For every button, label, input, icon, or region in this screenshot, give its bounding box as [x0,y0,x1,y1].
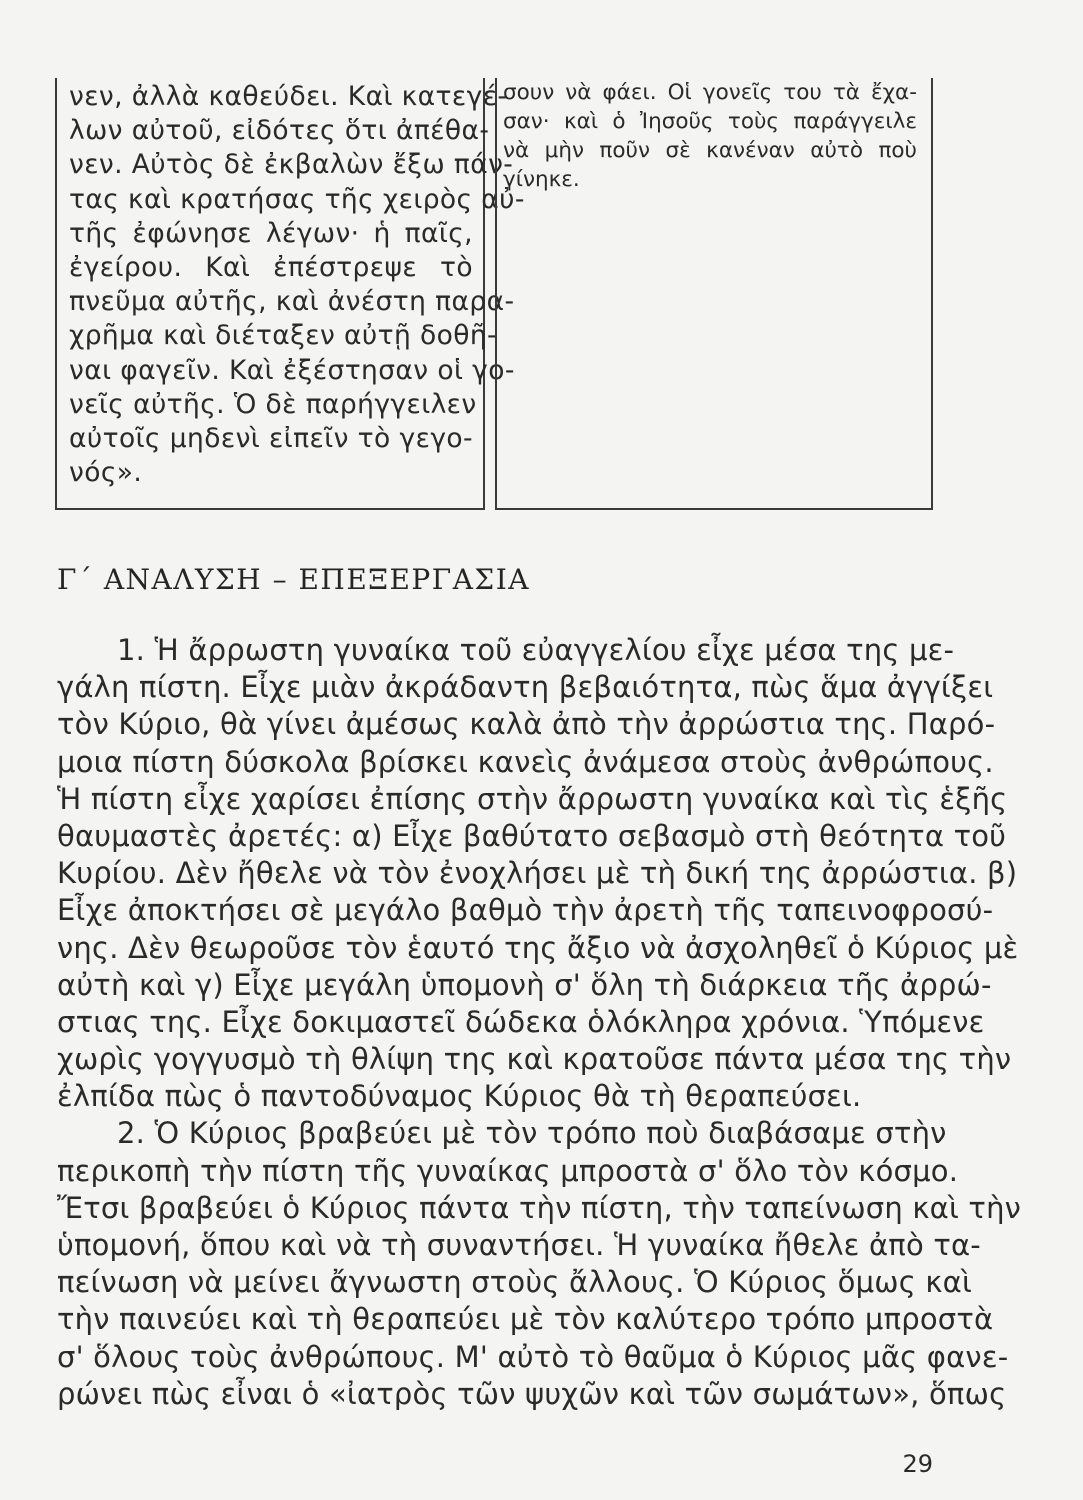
text-line: χωρὶς γογγυσμὸ τὴ θλίψη της καὶ κρατοῦσε πάντα μέσα της τὴν [57,1042,1012,1077]
text-line: νός». [69,457,143,489]
text-line: 2. Ὁ Κύριος βραβεύει μὲ τὸν τρόπο ποὺ διαβάσαμε στὴν [117,1116,947,1151]
text-line: μοια πίστη δύσκολα βρίσκει κανεὶς ἀνάμεσα στοὺς ἀνθρώπους. [57,744,994,779]
text-line: τὸν Κύριο, θὰ γίνει ἀμέσως καλὰ ἀπὸ τὴν ἀρρώστια της. Παρό- [57,707,996,742]
page-number: 29 [902,1450,933,1478]
text-line: τῆς ἐφώνησε λέγων· ἡ παῖς, [69,217,473,249]
text-line: Εἶχε ἀποκτήσει σὲ μεγάλο βαθμὸ τὴν ἀρετὴ τῆς ταπεινοφροσύ- [57,893,994,928]
right-boxed-column [495,78,933,510]
text-line: σ' ὅλους τοὺς ἀνθρώπους. Μ' αὐτὸ τὸ θαῦμα ὁ Κύριος μᾶς φανε- [57,1339,1009,1374]
text-line: σαν· καὶ ὁ Ἰησοῦς τοὺς παράγγειλε [503,109,917,134]
text-line: γίνηκε. [503,167,580,192]
left-boxed-column [55,78,525,510]
text-line: ρώνει πὼς εἶναι ὁ «ἰατρὸς τῶν ψυχῶν καὶ τῶν σωμάτων», ὅπως [57,1376,1007,1411]
text-line: αὐτὴ καὶ γ) Εἶχε μεγάλη ὑπομονὴ σ' ὅλη τὴ διάρκεια τῆς ἀρρώ- [57,967,992,1002]
text-line: νεν. Αὐτὸς δὲ ἐκβαλὼν ἔξω πάν- [69,149,514,181]
text-line: νης. Δὲν θεωροῦσε τὸν ἑαυτό της ἄξιο νὰ ἀσχοληθεῖ ὁ Κύριος μὲ [57,930,1019,965]
text-line: ὑπομονή, ὅπου καὶ νὰ τὴ συναντήσει. Ἡ γυναίκα ἤθελε ἀπὸ τα- [57,1228,981,1262]
text-line: γάλη πίστη. Εἶχε μιὰν ἀκράδαντη βεβαιότητα, πὼς ἅμα ἀγγίξει [57,670,994,705]
body-text [57,632,1022,1413]
text-line: θαυμαστὲς ἀρετές: α) Εἶχε βαθύτατο σεβασμὸ στὴ θεότητα τοῦ [57,818,1007,853]
text-line: στιας της. Εἶχε δοκιμαστεῖ δώδεκα ὁλόκληρα χρόνια. Ὑπόμενε [57,1004,985,1039]
left-box-text [69,80,525,490]
text-line: Κυρίου. Δὲν ἤθελε νὰ τὸν ἐνοχλήσει μὲ τὴ δική της ἀρρώστια. β) [57,856,1018,891]
text-line: περικοπὴ τὴν πίστη τῆς γυναίκας μπροστὰ σ' ὅλο τὸν κόσμο. [57,1153,959,1188]
text-line: χρῆμα καὶ διέταξεν αὐτῇ δοθῆ- [69,320,497,352]
right-box-text [503,78,917,194]
text-line: ἐλπίδα πὼς ὁ παντοδύναμος Κύριος θὰ τὴ θεραπεύσει. [57,1079,862,1114]
text-line: σουν νὰ φάει. Οἱ γονεῖς του τὰ ἔχα- [503,80,917,105]
text-line: ἐγείρου. Καὶ ἐπέστρεψε τὸ [69,251,473,283]
text-line: νὰ μὴν ποῦν σὲ κανέναν αὐτὸ ποὺ [503,138,917,163]
text-line: αὐτοῖς μηδενὶ εἰπεῖν τὸ γεγο- [69,422,473,454]
text-line: νεῖς αὐτῆς. Ὁ δὲ παρήγγειλεν [69,388,477,420]
text-line: ναι φαγεῖν. Καὶ ἐξέστησαν οἱ γο- [69,354,515,386]
text-line: τας καὶ κρατήσας τῆς χειρὸς αὐ- [69,183,525,215]
section-heading: Γ΄ ΑΝΑΛΥΣΗ – ΕΠΕΞΕΡΓΑΣΙΑ [57,563,530,596]
text-line: 1. Ἡ ἄρρωστη γυναίκα τοῦ εὐαγγελίου εἶχε μέσα της με- [117,633,955,667]
text-line: πνεῦμα αὐτῆς, καὶ ἀνέστη παρα- [69,286,515,318]
text-line: τὴν παινεύει καὶ τὴ θεραπεύει μὲ τὸν καλύτερο τρόπο μπροστὰ [57,1302,994,1337]
text-line: Ἡ πίστη εἶχε χαρίσει ἐπίσης στὴν ἄρρωστη γυναίκα καὶ τὶς ἑξῆς [57,781,1008,816]
text-line: νεν, ἀλλὰ καθεύδει. Καὶ κατεγέ- [69,81,508,112]
text-line: Ἔτσι βραβεύει ὁ Κύριος πάντα τὴν πίστη, τὴν ταπείνωση καὶ τὴν [57,1190,1022,1225]
text-line: λων αὐτοῦ, εἰδότες ὅτι ἀπέθα- [69,115,490,147]
text-line: πείνωση νὰ μείνει ἄγνωστη στοὺς ἄλλους. Ὁ Κύριος ὅμως καὶ [57,1265,972,1300]
